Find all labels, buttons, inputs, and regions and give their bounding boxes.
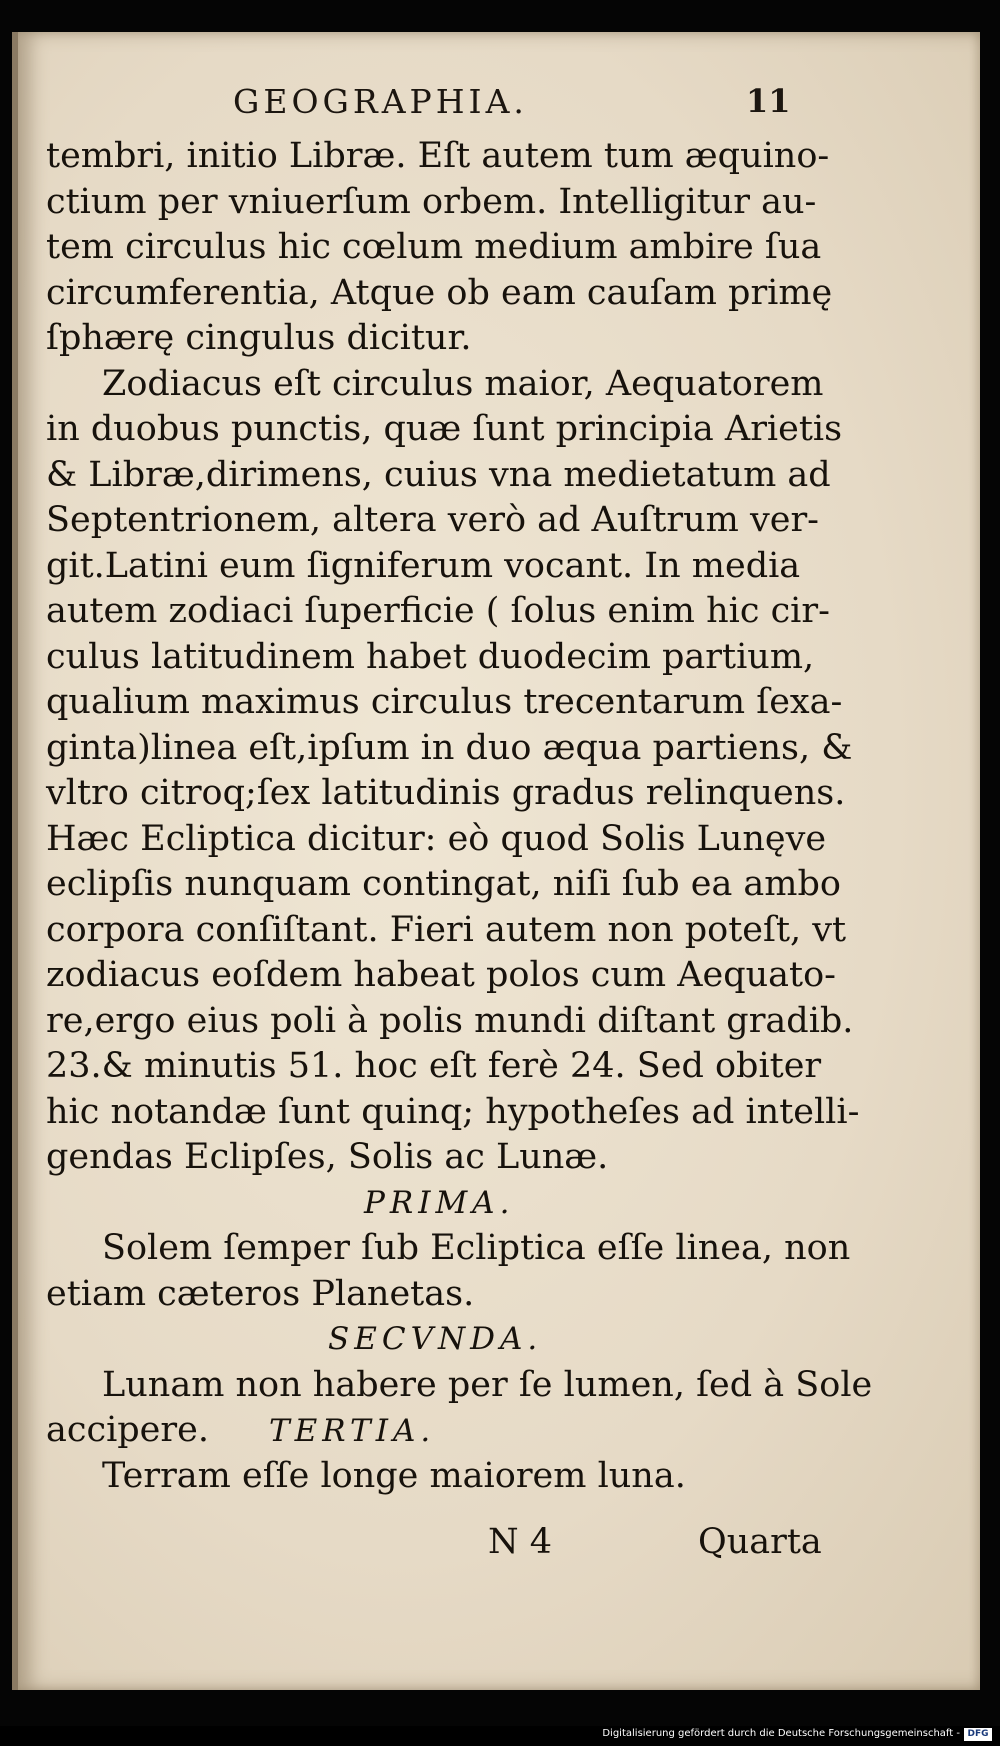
credit-strip bbox=[0, 1726, 1000, 1746]
text-fragment: accipere. bbox=[46, 1410, 209, 1450]
section-heading-tertia: TERTIA. bbox=[268, 1413, 436, 1449]
text-line: etiam cæteros Planetas. bbox=[46, 1273, 475, 1314]
text-line: 23.& minutis 51. hoc eſt ferè 24. Sed obiter bbox=[46, 1046, 822, 1086]
text-line: Hæc Ecliptica dicitur: eò quod Solis Lunęve bbox=[46, 818, 827, 859]
text-line: hic notandæ ſunt quinq; hypotheſes ad intelli- bbox=[46, 1091, 860, 1132]
text-line: zodiacus eoſdem habeat polos cum Aequato- bbox=[46, 955, 837, 995]
section-heading-secunda: SECVNDA. bbox=[328, 1321, 543, 1357]
text-line: autem zodiaci ſuperficie ( ſolus enim hic cir- bbox=[46, 591, 830, 631]
text-line: culus latitudinem habet duodecim partium, bbox=[46, 636, 815, 677]
page-footer bbox=[18, 1522, 980, 1570]
text-line bbox=[46, 1408, 846, 1454]
text-line: re,ergo eius poli à polis mundi diſtant gradib. bbox=[46, 1000, 854, 1041]
text-line: ſphærę cingulus dicitur. bbox=[46, 318, 472, 358]
signature-mark: N 4 bbox=[488, 1522, 553, 1562]
text-line: git.Latini eum ſigniferum vocant. In media bbox=[46, 545, 801, 586]
text-line: eclipſis nunquam contingat, niſi ſub ea ambo bbox=[46, 864, 841, 904]
running-head: GEOGRAPHIA. bbox=[233, 82, 528, 121]
text-line: tem circulus hic cœlum medium ambire ſua bbox=[46, 227, 822, 267]
page-number: 11 bbox=[746, 82, 791, 120]
text-line: qualium maximus circulus trecentarum ſexa- bbox=[46, 682, 843, 722]
text-line: in duobus punctis, quæ ſunt principia Arietis bbox=[46, 409, 843, 449]
text-line: Zodiacus eſt circulus maior, Aequatorem bbox=[102, 363, 824, 404]
text-line: corpora conſiſtant. Fieri autem non poteſt, vt bbox=[46, 909, 847, 950]
text-line: tembri, initio Libræ. Eſt autem tum æquino- bbox=[46, 136, 830, 176]
text-block bbox=[46, 134, 873, 1499]
text-line: ctium per vniuerſum orbem. Intelligitur au- bbox=[46, 181, 817, 222]
catchword: Quarta bbox=[698, 1522, 822, 1562]
page-header bbox=[18, 82, 980, 126]
credit-text: Digitalisierung gefördert durch die Deutsche Forschungsgemeinschaft - bbox=[602, 1728, 960, 1739]
text-line: circumferentia, Atque ob eam cauſam primę bbox=[46, 272, 833, 313]
text-line: gendas Eclipſes, Solis ac Lunæ. bbox=[46, 1137, 609, 1177]
text-line: Lunam non habere per ſe lumen, ſed à Sole bbox=[102, 1364, 873, 1405]
text-line: Solem ſemper ſub Ecliptica eſſe linea, non bbox=[102, 1228, 851, 1268]
text-line: vltro citroq;ſex latitudinis gradus relinquens. bbox=[46, 773, 846, 813]
text-line: Septentrionem, altera verò ad Auſtrum ver- bbox=[46, 500, 820, 540]
text-line: Terram eſſe longe maiorem luna. bbox=[102, 1455, 686, 1496]
dfg-logo-icon: DFG bbox=[964, 1728, 992, 1741]
section-heading-prima: PRIMA. bbox=[364, 1184, 515, 1221]
text-line: ginta)linea eſt,ipſum in duo æqua partiens, & bbox=[46, 727, 853, 768]
text-line: & Libræ,dirimens, cuius vna medietatum ad bbox=[46, 454, 831, 495]
book-page bbox=[12, 32, 980, 1690]
